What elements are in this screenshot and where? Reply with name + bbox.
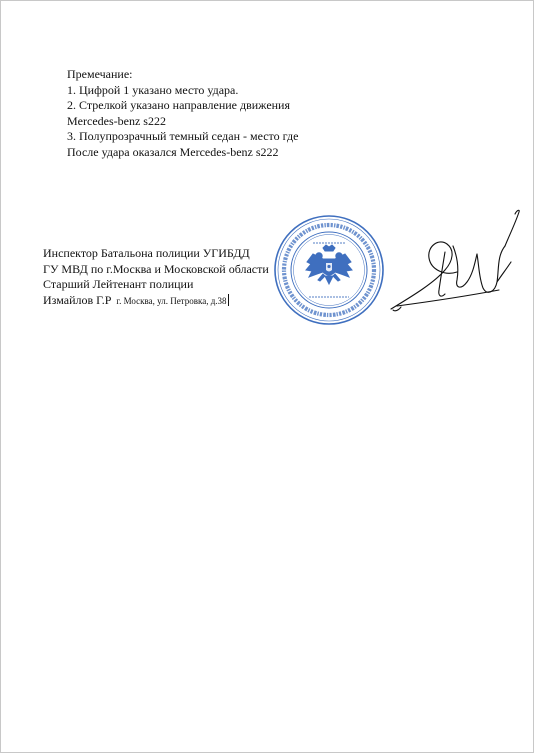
inspector-name-line bbox=[43, 293, 269, 310]
official-seal-icon bbox=[273, 214, 385, 326]
notes-line: 3. Полупрозрачный темный седан - место где bbox=[67, 129, 299, 143]
inspector-title-line: Инспектор Батальона полиции УГИБДД bbox=[43, 246, 250, 260]
notes-line: После удара оказался Mercedes-benz s222 bbox=[67, 144, 279, 159]
inspector-department-line: ГУ МВД по г.Москва и Московской области bbox=[43, 261, 269, 276]
inspector-block bbox=[43, 246, 269, 309]
notes-line: 1. Цифрой 1 указано место удара. bbox=[67, 82, 239, 97]
notes-block bbox=[67, 67, 298, 160]
notes-heading: Премечание: bbox=[67, 67, 133, 81]
inspector-name: Измайлов Г.Р bbox=[43, 292, 112, 307]
inspector-rank-line: Старший Лейтенант полиции bbox=[43, 277, 194, 291]
inspector-address: г. Москва, ул. Петровка, д.38 bbox=[116, 295, 227, 306]
text-cursor bbox=[228, 294, 229, 306]
notes-line: Mercedes-benz s222 bbox=[67, 113, 166, 128]
notes-line: 2. Стрелкой указано направление движения bbox=[67, 98, 291, 112]
signature-icon bbox=[387, 206, 527, 318]
